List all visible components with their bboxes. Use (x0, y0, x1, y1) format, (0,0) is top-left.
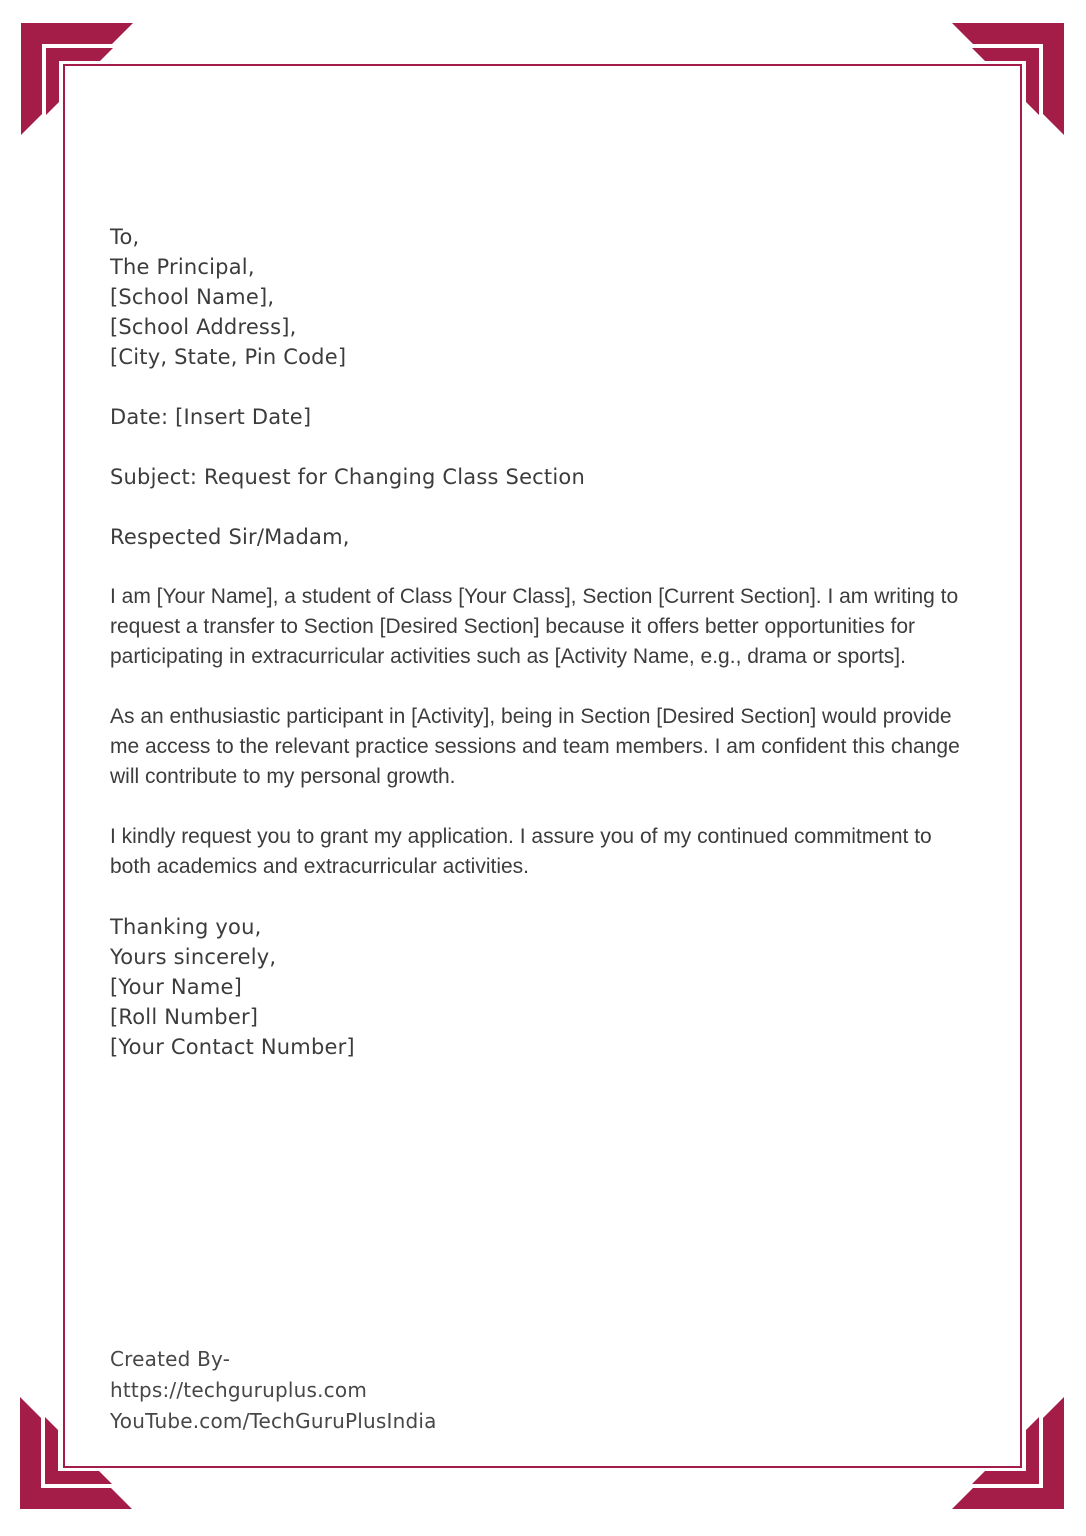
closing-block (110, 912, 968, 1062)
subject-line: Subject: Request for Changing Class Section (110, 465, 585, 489)
closing-line: [Your Name] (110, 975, 243, 999)
closing-line: Thanking you, (110, 915, 262, 939)
footer-created-by-label: Created By- (110, 1347, 231, 1371)
footer-youtube-link: YouTube.com/TechGuruPlusIndia (110, 1409, 437, 1433)
recipient-block (110, 222, 968, 372)
recipient-line: The Principal, (110, 255, 255, 279)
date-line: Date: [Insert Date] (110, 405, 312, 429)
footer-website-link: https://techguruplus.com (110, 1378, 367, 1402)
body-paragraph: As an enthusiastic participant in [Activity], being in Section [Desired Section] would provide me access to the relevant practice sessions and team members. I am confident this change will contribute to my personal growth. (110, 705, 960, 788)
closing-line: [Your Contact Number] (110, 1035, 355, 1059)
salutation-block (110, 522, 968, 552)
footer-credits (110, 1344, 437, 1437)
date-block (110, 402, 968, 432)
closing-line: [Roll Number] (110, 1005, 259, 1029)
body-paragraph: I am [Your Name], a student of Class [Your Class], Section [Current Section]. I am writing to request a transfer to Section [Desired Section] because it offers better opportunities for participating in extracurricular activities such as [Activity Name, e.g., drama or sports]. (110, 585, 959, 668)
recipient-line: [School Name], (110, 285, 275, 309)
salutation-line: Respected Sir/Madam, (110, 525, 350, 549)
recipient-line: [City, State, Pin Code] (110, 345, 347, 369)
recipient-line: To, (110, 225, 140, 249)
subject-block (110, 462, 968, 492)
letter-content (110, 222, 968, 1092)
recipient-line: [School Address], (110, 315, 297, 339)
closing-line: Yours sincerely, (110, 945, 277, 969)
body-paragraph: I kindly request you to grant my application. I assure you of my continued commitment to both academics and extracurricular activities. (110, 825, 932, 878)
